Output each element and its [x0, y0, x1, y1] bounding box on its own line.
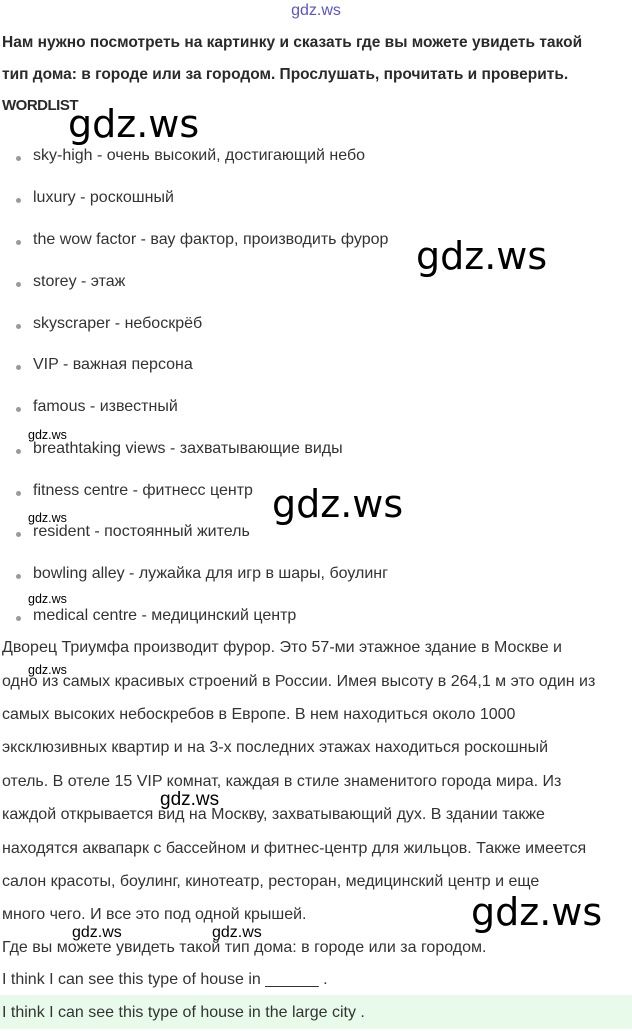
- bullet-icon: [16, 616, 21, 621]
- bullet-icon: [16, 574, 21, 579]
- watermark-logo: gdz.ws: [416, 234, 548, 278]
- answer-text: I think I can see this type of house in the large city .: [2, 1004, 365, 1021]
- watermark-small: gdz.ws: [160, 789, 220, 810]
- bullet-icon: [16, 324, 21, 329]
- paragraph-line: каждой открывается вид на Москву, захватывающий дух. В здании также: [2, 806, 545, 823]
- paragraph-line: одно из самых красивых строений в России. Имея высоту в 264,1 м это один из: [2, 673, 596, 690]
- bullet-icon: [16, 156, 21, 161]
- list-item: VIP - важная персона: [33, 356, 193, 373]
- paragraph-line: салон красоты, боулинг, кинотеатр, ресторан, медицинский центр и еще: [2, 873, 540, 890]
- intro-line-1: Нам нужно посмотреть на картинку и сказать где вы можете увидеть такой: [2, 34, 583, 51]
- bullet-icon: [16, 532, 21, 537]
- watermark-logo: gdz.ws: [471, 890, 603, 934]
- bullet-icon: [16, 365, 21, 370]
- watermark-logo: gdz.ws: [68, 102, 200, 146]
- paragraph-line: самых высоких небоскребов в Европе. В нем находиться около 1000: [2, 706, 516, 723]
- watermark-logo: gdz.ws: [272, 482, 404, 526]
- list-item: fitness centre - фитнесс центр: [33, 482, 253, 499]
- watermark-small: gdz.ws: [28, 663, 67, 677]
- paragraph-line: много чего. И все это под одной крышей.: [2, 906, 307, 923]
- watermark-small: gdz.ws: [28, 428, 67, 442]
- intro-line-2: тип дома: в городе или за городом. Прослушать, прочитать и проверить.: [2, 66, 569, 83]
- bullet-icon: [16, 407, 21, 412]
- template-sentence: I think I can see this type of house in ______ .: [2, 971, 328, 988]
- question-text: Где вы можете увидеть такой тип дома: в городе или за городом.: [2, 939, 487, 956]
- bullet-icon: [16, 240, 21, 245]
- watermark-small: gdz.ws: [28, 511, 67, 525]
- list-item: bowling alley - лужайка для игр в шары, боулинг: [33, 565, 388, 582]
- paragraph-line: находятся аквапарк с бассейном и фитнес-центр для жильцов. Также имеется: [2, 840, 587, 857]
- list-item: skyscraper - небоскрёб: [33, 315, 203, 332]
- list-item: the wow factor - вау фактор, производить фурор: [33, 231, 389, 248]
- list-item: breathtaking views - захватывающие виды: [33, 440, 343, 457]
- paragraph-line: отель. В отеле 15 VIP комнат, каждая в стиле знаменитого города мира. Из: [2, 773, 562, 790]
- watermark-small: gdz.ws: [28, 592, 67, 606]
- paragraph-line: Дворец Триумфа производит фурор. Это 57-ми этажное здание в Москве и: [2, 639, 562, 656]
- bullet-icon: [16, 282, 21, 287]
- list-item: medical centre - медицинский центр: [33, 607, 297, 624]
- list-item: sky-high - очень высокий, достигающий небо: [33, 147, 366, 164]
- bullet-icon: [16, 449, 21, 454]
- bullet-icon: [16, 491, 21, 496]
- paragraph-line: эксклюзивных квартир и на 3-х последних этажах находиться роскошный: [2, 739, 549, 756]
- site-link-top[interactable]: gdz.ws: [291, 2, 341, 19]
- watermark-small: gdz.ws: [72, 924, 122, 941]
- list-item: luxury - роскошный: [33, 189, 174, 206]
- watermark-small: gdz.ws: [212, 924, 262, 941]
- list-item: famous - известный: [33, 398, 178, 415]
- wordlist-title: WORDLIST: [2, 97, 78, 114]
- list-item: storey - этаж: [33, 273, 126, 290]
- list-item: resident - постоянный житель: [33, 523, 250, 540]
- bullet-icon: [16, 198, 21, 203]
